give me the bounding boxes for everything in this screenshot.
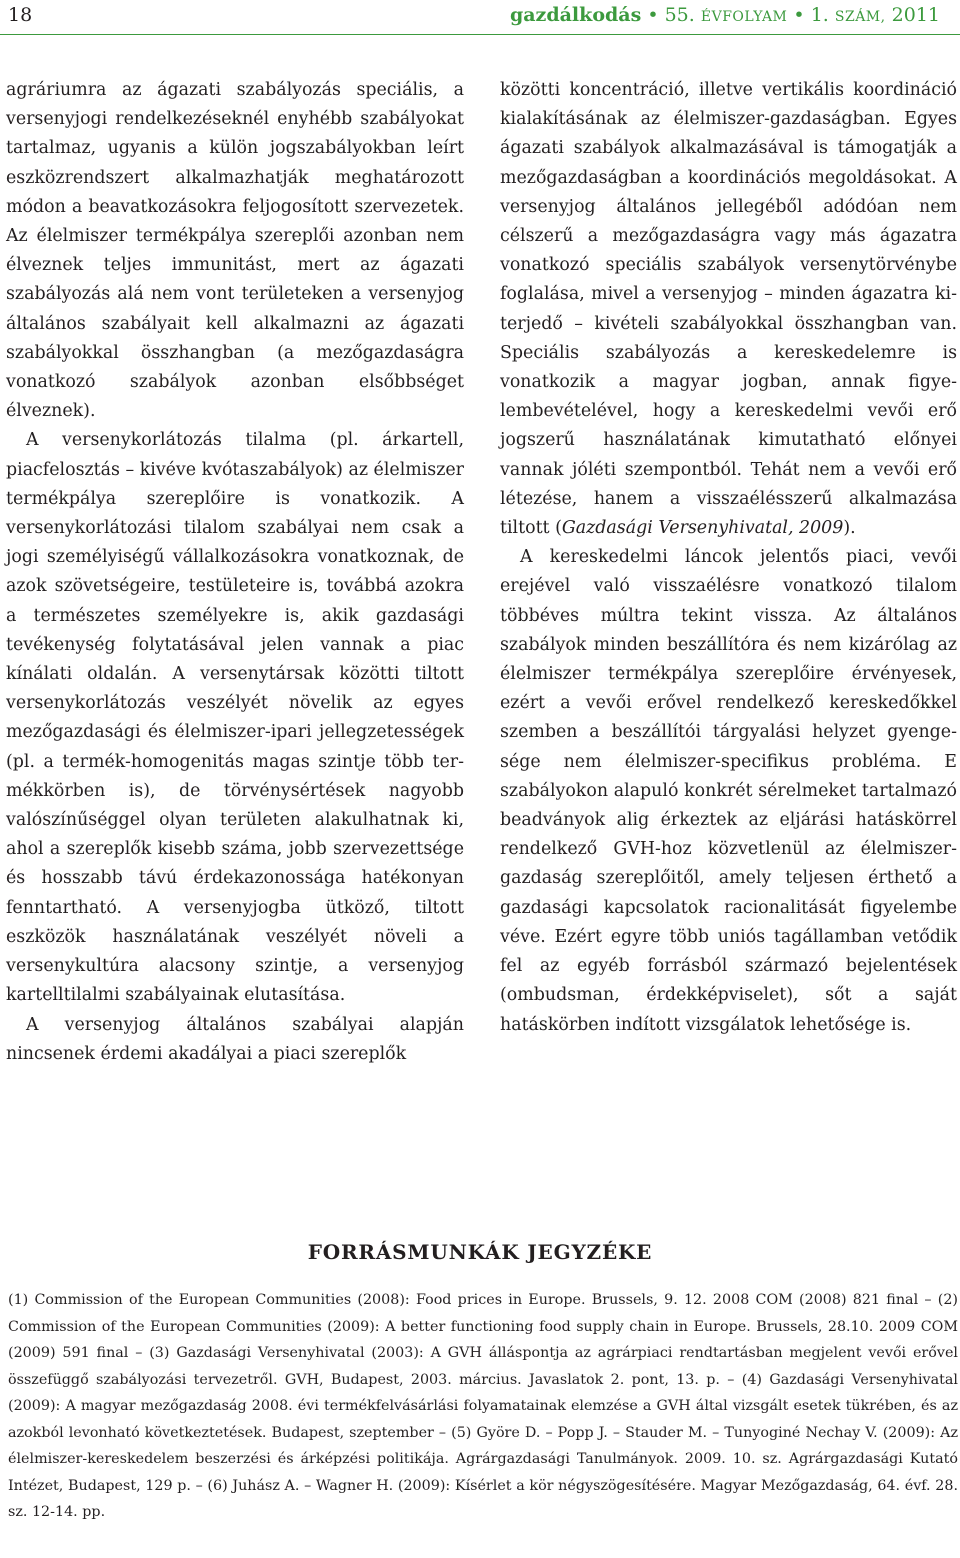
paragraph [500,76,957,543]
paragraph: agráriumra az ágazati szabályozás speciális, a versenyjogi rendelkezéseknél enyhébb szabályokat tartalmaz, ugyanis a külön jogszabályokban leírt eszközrendszert alkalmazhatják meghatározott módon a beavatkozásokra feljogosított szervezetek. Az élelmiszer termékpálya szereplői azonban nem élveznek teljes immunitást, mert az ágazati szabályozás alá nem vont területeken a versenyjog általános szabályait kell alkalmazni az ágazati szabályokkal összhangban (a mezőgazdaságra vonatkozó szabályok azonban elsőbbséget élveznek). [6,80,464,422]
references-list: (1) Commission of the European Communities (2008): Food prices in Europe. Brussels, 9. 12. 2008 COM (2008) 821 final – (2) Commission of the European Communities (2009): A better functioning food supply chain in Europe. Brussels, 28.10. 2009 COM (2009) 591 final – (3) Gazdasági Versenyhivatal (2003): A GVH álláspontja az agrárpiaci rendtartásban megjelent vevői erővel összefüggő szabályozási tervezetről. GVH, Budapest, 2003. március. Javaslatok 2. pont, 13. p. – (4) Gazdasági Versenyhivatal (2009): A magyar mezőgazdaság 2008. évi termékfelvásárlási folyamatainak elemzése a GVH által vizsgált esetek tükrében, és az azokból levonható következtetések. Budapest, szeptember – (5) Györe D. – Popp J. – Stauder M. – Tunyoginé Nechay V. (2009): Az élelmiszer-kereskedelem beszerzési és árképzési politikája. Agrárgazdasági Tanulmányok. 2009. 10. sz. Agrárgazdasági Kutató Intézet, Budapest, 129 p. – (6) Juhász A. – Wagner H. (2009): Kísérlet a kör négyszögesítésére. Magyar Mezőgazdaság, 64. évf. 28. sz. 12-14. pp. [8,1292,958,1520]
header-rule [0,34,960,35]
separator-bullet: • [641,4,665,26]
issue-number: 1. [810,4,829,26]
left-column [6,76,464,1069]
separator-bullet: • [787,4,811,26]
paragraph: A versenyjog általános szabályai alapján nincsenek érdemi akadályai a piaci szereplők [6,1014,464,1064]
right-column [500,76,957,1040]
running-head [510,4,940,26]
journal-name: gazdálkodás [509,4,642,26]
issue-label: SZÁM, [834,9,886,25]
year: 2011 [891,4,940,26]
paragraph: A kereskedelmi láncok jelentős piaci, vevői erejével való visszaélésre vonatkozó tilalom többéves múltra tekint vissza. Az általános szabályok minden beszállítóra és nem kizárólag az élelmiszer termékpálya szereplőire érvényesek, ezért a vevői erővel rendelkező kereskedőkkel szemben a beszállítói tárgyalási helyzet gyengesége nem élelmiszer-specifikus probléma. E szabályokon alapuló konkrét sérelmeket tartalmazó beadványok alig érkeztek az eljárási hatáskörrel rendelkező GVH-hoz közvetlenül az élelmiszer-gazdaság szereplőitől, amely teljesen érthető a gazdasági kapcsolatok racionalitását figyelembe véve. Ezért egyre több uniós tagállamban vetődik fel az egyéb forrásból származó bejelentések (ombudsman, érdekképviselet), sőt a saját hatáskörben indított vizsgálatok lehetősége is. [500,547,957,1035]
paragraph: A versenykorlátozás tilalma (pl. árkartell, piacfelosztás – kivéve kvótaszabályok) az élelmiszer termékpálya szereplőire is vonatkozik. A versenykorlátozási tilalom szabályai nem csak a jogi személyiségű vállalkozásokra vonatkoznak, de azok szövetségeire, testületeire is, továbbá azokra a természetes személyekre is, akik gazdasági tevékenység folytatásával jelen vannak a piac kínálati oldalán. A versenytársak közötti tiltott versenykorlátozás veszélyét növelik az egyes mezőgazdasági és élelmiszer-ipari jellegzetességek (pl. a termék-homogenitás magas szintje több termékkörben is), de törvénysértések nagyobb valószínűséggel olyan területen alakulhatnak ki, ahol a szereplők kisebb száma, jobb szervezettsége és hosszabb távú érdekazonossága hatékonyan fenntartható. A versenyjogba ütköző, tiltott eszközök használatának veszélyét növeli a versenykultúra alacsony szintje, a versenyjog kartelltilalmi szabályainak elutasítása. [6,430,464,1006]
page-number: 18 [8,4,33,26]
volume-number: 55. [664,4,695,26]
paragraph-text: ). [843,518,856,539]
volume-label: ÉVFOLYAM [700,9,788,25]
paragraph-text: közötti koncentráció, illetve vertikális koordináció kialakításának az élelmiszer-gazdaságban. Egyes ágazati szabályok alkalmazásával is támogatják a mezőgazdaságban a koordinációs megoldásokat. A versenyjog általános jellegéből adódóan nem célszerű a mezőgazdaságra vagy más ágazatra vonatkozó speciális szabályok versenytörvénybe foglalása, mivel a versenyjog – minden ágazatra kiterjedő – kivételi szabályokkal összhangban van. Speciális szabályozás a kereskedelemre is vonatkozik a magyar jogban, annak figyelembevételével, hogy a kereskedelmi vevői erő jogszerű használatának kimutatható előnyei vannak jóléti szempontból. Tehát nem a vevői erő létezése, hanem a visszaélésszerű alkalmazása tiltott ( [500,80,957,539]
citation: Gazdasági Versenyhivatal, 2009 [561,518,844,539]
page-header [0,0,960,36]
references-title: FORRÁSMUNKÁK JEGYZÉKE [307,1240,653,1264]
